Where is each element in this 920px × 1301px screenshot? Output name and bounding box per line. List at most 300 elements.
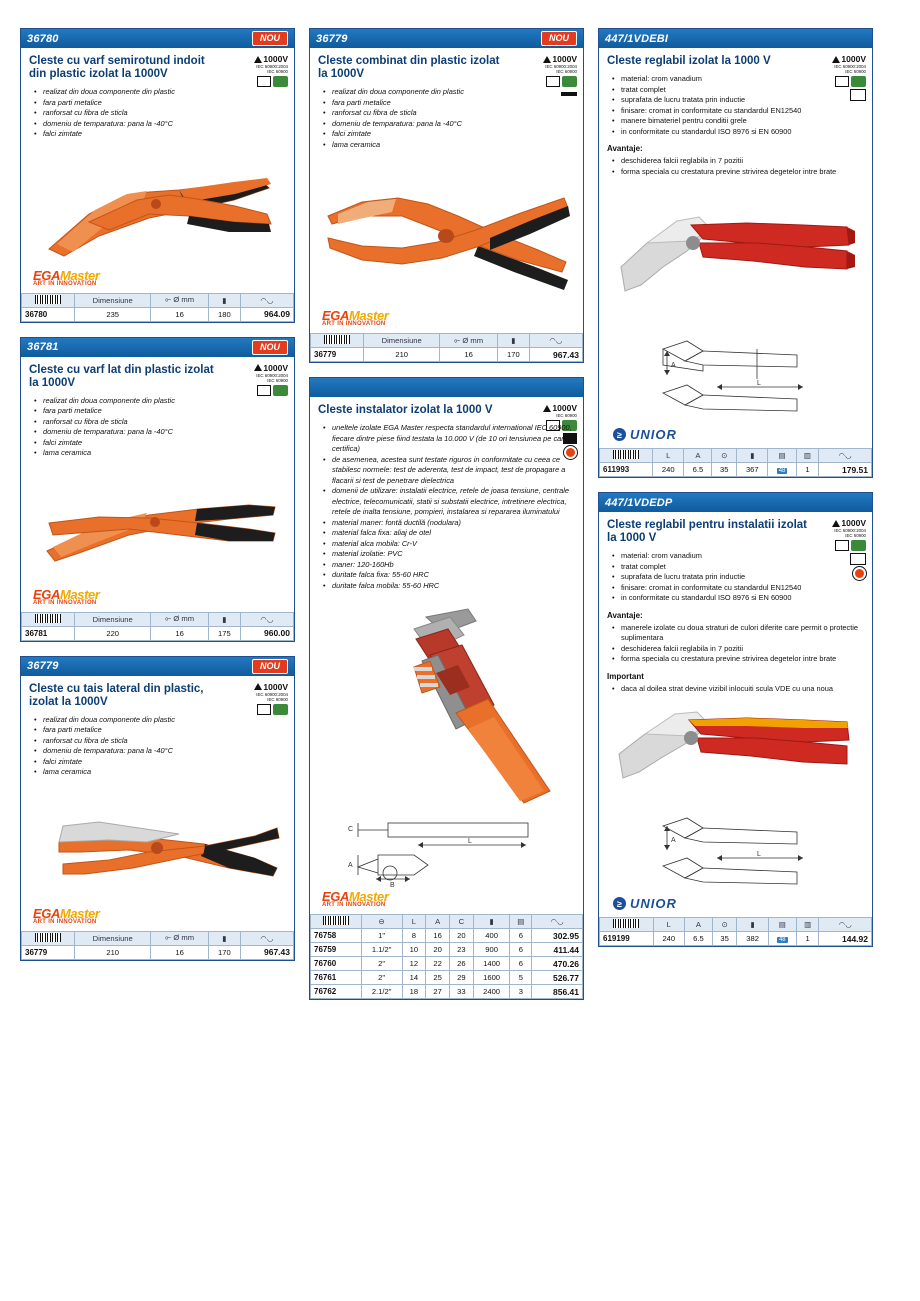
feature-list bbox=[29, 396, 286, 459]
standard-label-2: IEC 60900 bbox=[267, 69, 288, 74]
list-item: • duritate falca mobila: 55-60 HRC bbox=[327, 581, 575, 592]
technical-drawing bbox=[607, 335, 864, 423]
cell-price: 411.44 bbox=[532, 943, 583, 957]
product-photo-447-1vdedp bbox=[607, 698, 864, 808]
cell-weight: 382 bbox=[737, 932, 768, 946]
cell-pack: 6 bbox=[510, 957, 532, 971]
col-diameter: ⟜ Ø mm bbox=[151, 612, 209, 626]
cell-code: 619199 bbox=[600, 932, 654, 946]
cell-L: 18 bbox=[402, 985, 426, 999]
warning-triangle-icon bbox=[254, 56, 262, 63]
voltage-rating: 1000V bbox=[226, 363, 288, 373]
list-item: • material: crom vanadium bbox=[616, 74, 864, 85]
col-diameter: ⟜ Ø mm bbox=[151, 293, 209, 307]
voltage-rating: 1000V bbox=[515, 403, 577, 413]
list-item: • deschiderea falcii reglabila in 7 pozitii bbox=[616, 156, 864, 167]
list-item: • domeniu de temparatura: pana la -40°C bbox=[327, 119, 575, 130]
list-item: • fara parti metalice bbox=[38, 98, 286, 109]
col-price: ◠◡ bbox=[240, 293, 293, 307]
svg-text:A: A bbox=[671, 837, 676, 844]
insulation-icon bbox=[257, 76, 271, 87]
product-card-36779-combinat bbox=[309, 28, 584, 363]
list-item: • lama ceramica bbox=[38, 448, 286, 459]
page-title: Cleste instalator izolat la 1000 V bbox=[318, 404, 493, 416]
list-item: • fara parti metalice bbox=[38, 725, 286, 736]
warning-triangle-icon bbox=[254, 683, 262, 690]
cell-weight: 180 bbox=[209, 307, 241, 321]
table-row bbox=[311, 929, 583, 943]
spec-table-36781 bbox=[21, 612, 294, 641]
cell-weight: 1400 bbox=[473, 957, 510, 971]
feature-list bbox=[318, 87, 575, 150]
important-list bbox=[607, 684, 864, 695]
barcode-icon bbox=[323, 916, 349, 925]
cell-A: 22 bbox=[426, 957, 450, 971]
standard-label-1: IEC 60900:2004 bbox=[256, 691, 288, 697]
col-qty: ▥ bbox=[796, 449, 819, 463]
cell-price: 964.09 bbox=[240, 307, 293, 321]
unior-mark-icon: ≥ bbox=[613, 428, 626, 441]
brand-logo-ega bbox=[33, 268, 286, 287]
warning-triangle-icon bbox=[543, 56, 551, 63]
voltage-rating: 1000V bbox=[804, 518, 866, 528]
list-item: • manerele izolate cu doua straturi de culori diferite care permit o protectie suplimentara bbox=[616, 623, 864, 644]
list-item: • ranforsat cu fibra de sticla bbox=[38, 417, 286, 428]
product-code: 447/1VDEDP bbox=[605, 496, 673, 509]
col-price: ◠◡ bbox=[240, 612, 293, 626]
brand-name: EGAMaster bbox=[33, 905, 100, 921]
eco-icon bbox=[851, 540, 866, 551]
list-item: • tratat complet bbox=[616, 85, 864, 96]
cell-A: 6.5 bbox=[684, 932, 712, 946]
col-diameter: ⟜ Ø mm bbox=[151, 931, 209, 945]
cell-price: 967.43 bbox=[529, 348, 582, 362]
pack-chip: 48 bbox=[778, 937, 786, 943]
list-item: • finisare: cromat in conformitate cu standardul EN12540 bbox=[616, 106, 864, 117]
card-body bbox=[599, 512, 872, 917]
table-row bbox=[600, 463, 872, 477]
cell-L: 10 bbox=[402, 943, 426, 957]
card-body bbox=[21, 48, 294, 293]
col-price: ◠◡ bbox=[240, 931, 293, 945]
cell-L: 14 bbox=[402, 971, 426, 985]
table-row bbox=[311, 943, 583, 957]
standard-label-1: IEC 60900:2004 bbox=[834, 64, 866, 69]
cell-price: 179.51 bbox=[819, 463, 872, 477]
col-L: L bbox=[402, 915, 426, 929]
standard-label-1: IEC 60900:2004 bbox=[256, 64, 288, 69]
list-item: • fara parti metalice bbox=[327, 98, 575, 109]
list-item: • ranforsat cu fibra de sticla bbox=[38, 108, 286, 119]
cell-C: 29 bbox=[450, 971, 474, 985]
cell-A: 25 bbox=[426, 971, 450, 985]
column-right bbox=[598, 28, 873, 947]
card-body bbox=[21, 676, 294, 931]
col-pack: ▤ bbox=[768, 918, 796, 932]
svg-text:L: L bbox=[757, 851, 761, 858]
cell-code: 76758 bbox=[311, 929, 362, 943]
brand-name: EGAMaster bbox=[322, 889, 389, 904]
feature-list bbox=[607, 74, 864, 137]
barcode-icon bbox=[35, 295, 61, 304]
product-photo-36781 bbox=[29, 463, 286, 583]
svg-text:A: A bbox=[348, 862, 353, 869]
product-code: 36779 bbox=[27, 660, 59, 672]
list-item: • material falca fixa: aliaj de otel bbox=[327, 528, 575, 539]
brand-logo-ega bbox=[33, 906, 286, 925]
table-row bbox=[22, 945, 294, 959]
col-barcode bbox=[22, 612, 75, 626]
list-item: • daca al doilea strat devine vizibil inlocuiti scula VDE cu una noua bbox=[616, 684, 864, 695]
new-badge: NOU bbox=[252, 659, 288, 674]
cell-weight: 367 bbox=[737, 463, 768, 477]
col-barcode bbox=[600, 449, 653, 463]
cell-size: 2.1/2" bbox=[361, 985, 402, 999]
list-item: • domenii de utilizare: instalatii electrice, retele de joasa tensiune, centrale electrice, telecomunicatii, statii si substatii electrice, intretinere electrica, retele de inalta tensiune, pompieri, instalarea si repararea iluminatului bbox=[327, 486, 575, 518]
spec-table-pipe-wrench bbox=[310, 914, 583, 999]
list-item: • in conformitate cu standardul ISO 8976 si EN 60900 bbox=[616, 593, 864, 604]
warning-triangle-icon bbox=[832, 520, 840, 527]
standard-label-1: IEC 60900:2004 bbox=[256, 372, 288, 378]
cell-size: 2" bbox=[361, 957, 402, 971]
icon-row bbox=[226, 76, 288, 87]
list-item: • falci zimtate bbox=[38, 129, 286, 140]
cell-weight: 900 bbox=[473, 943, 510, 957]
brand-tagline: ART IN INNOVATION bbox=[322, 902, 386, 908]
icon-row bbox=[515, 76, 577, 87]
col-L: L bbox=[653, 918, 684, 932]
col-dimensiune: Dimensiune bbox=[75, 293, 151, 307]
product-photo-pipe-wrench bbox=[318, 595, 575, 805]
cell-price: 144.92 bbox=[819, 932, 872, 946]
spec-table-36779-combinat bbox=[310, 333, 583, 362]
icon-row bbox=[226, 704, 288, 715]
cell-A: 16 bbox=[426, 929, 450, 943]
important-title: Important bbox=[607, 671, 644, 681]
cell-weight: 2400 bbox=[473, 985, 510, 999]
certification-icons bbox=[226, 54, 288, 87]
brand-tagline: ART IN INNOVATION bbox=[322, 321, 386, 327]
table-row bbox=[22, 307, 294, 321]
feature-list bbox=[29, 87, 286, 140]
col-price: ◠◡ bbox=[819, 918, 872, 932]
col-barcode bbox=[22, 293, 75, 307]
col-C: C bbox=[450, 915, 474, 929]
new-badge: NOU bbox=[252, 340, 288, 355]
cell-size: 1.1/2" bbox=[361, 943, 402, 957]
brand-logo-ega bbox=[322, 889, 575, 908]
col-barcode bbox=[311, 334, 364, 348]
col-weight: ▮ bbox=[737, 918, 768, 932]
brand-name: EGAMaster bbox=[33, 586, 100, 602]
svg-text:L: L bbox=[757, 380, 761, 387]
list-item: • lama ceramica bbox=[327, 140, 575, 151]
new-badge: NOU bbox=[252, 31, 288, 46]
cell-size: 1" bbox=[361, 929, 402, 943]
col-pack: ▤ bbox=[768, 449, 796, 463]
col-weight: ▮ bbox=[737, 449, 768, 463]
cell-weight: 400 bbox=[473, 929, 510, 943]
cell-code: 36779 bbox=[22, 945, 75, 959]
brand-name: UNIOR bbox=[630, 427, 677, 442]
list-item: • uneltele izolate EGA Master respecta standardul international IEC 60900, fiecare dintre piese fiind testata la 10.000 V (de 10 ori tensiunea pe care o certifica) bbox=[327, 423, 575, 455]
eco-icon bbox=[273, 704, 288, 715]
col-price: ◠◡ bbox=[532, 915, 583, 929]
standard-label-1: IEC 60900:2004 bbox=[834, 528, 866, 533]
column-left bbox=[20, 28, 295, 961]
table-row bbox=[22, 626, 294, 640]
cell-A: 20 bbox=[426, 943, 450, 957]
cell-opening: 35 bbox=[712, 463, 737, 477]
product-photo-36779-left bbox=[29, 782, 286, 902]
cell-weight: 170 bbox=[498, 348, 530, 362]
col-opening: ⊙ bbox=[712, 918, 737, 932]
list-item: • falci zimtate bbox=[38, 757, 286, 768]
card-header bbox=[599, 493, 872, 512]
col-weight: ▮ bbox=[498, 334, 530, 348]
insulation-icon bbox=[546, 76, 560, 87]
col-barcode bbox=[311, 915, 362, 929]
product-card-36781 bbox=[20, 337, 295, 642]
insulation-icon bbox=[835, 540, 849, 551]
list-item: • ranforsat cu fibra de sticla bbox=[38, 736, 286, 747]
eco-icon bbox=[273, 385, 288, 396]
advantages-list bbox=[607, 156, 864, 177]
card-body bbox=[599, 48, 872, 448]
technical-drawing bbox=[607, 812, 864, 892]
table-row bbox=[311, 957, 583, 971]
eco-icon bbox=[273, 76, 288, 87]
col-weight: ▮ bbox=[209, 612, 241, 626]
col-A: A bbox=[684, 449, 712, 463]
brand-name: EGAMaster bbox=[33, 267, 100, 283]
barcode-icon bbox=[613, 919, 639, 928]
icon-row bbox=[804, 540, 866, 551]
col-barcode bbox=[600, 918, 654, 932]
cell-dim: 210 bbox=[364, 348, 440, 362]
card-header bbox=[310, 378, 583, 397]
col-A: A bbox=[684, 918, 712, 932]
barcode-icon bbox=[613, 450, 639, 459]
brand-name: EGAMaster bbox=[322, 308, 389, 323]
col-pack: ▤ bbox=[510, 915, 532, 929]
voltage-rating: 1000V bbox=[226, 682, 288, 692]
col-price: ◠◡ bbox=[529, 334, 582, 348]
feature-list bbox=[29, 715, 286, 778]
table-row bbox=[311, 971, 583, 985]
list-item: • forma speciala cu crestatura previne strivirea degetelor intre brate bbox=[616, 167, 864, 178]
new-badge: NOU bbox=[541, 31, 577, 46]
col-qty: ▥ bbox=[796, 918, 819, 932]
list-item: • realizat din doua componente din plastic bbox=[327, 87, 575, 98]
certification-icons bbox=[226, 682, 288, 715]
card-body bbox=[21, 357, 294, 612]
page-title: Cleste cu varf lat din plastic izolat la 1000V bbox=[29, 363, 214, 389]
col-diameter: ⟜ Ø mm bbox=[440, 334, 498, 348]
standard-label-2: IEC 60900 bbox=[845, 533, 866, 538]
standard-label-2: IEC 60900 bbox=[845, 69, 866, 74]
cell-price: 302.95 bbox=[532, 929, 583, 943]
cell-dia: 16 bbox=[440, 348, 498, 362]
product-card-447-1vdedp bbox=[598, 492, 873, 947]
table-row bbox=[311, 985, 583, 999]
cell-C: 33 bbox=[450, 985, 474, 999]
col-A: A bbox=[426, 915, 450, 929]
cell-size: 2" bbox=[361, 971, 402, 985]
warning-triangle-icon bbox=[832, 56, 840, 63]
product-card-cleste-instalator bbox=[309, 377, 584, 1000]
list-item: • falci zimtate bbox=[38, 438, 286, 449]
page-title: Cleste combinat din plastic izolat la 1000V bbox=[318, 55, 500, 80]
card-body bbox=[310, 397, 583, 914]
col-weight: ▮ bbox=[473, 915, 510, 929]
col-L: L bbox=[653, 449, 684, 463]
voltage-rating: 1000V bbox=[226, 54, 288, 64]
col-weight: ▮ bbox=[209, 293, 241, 307]
list-item: • material maner: fontă ductilă (nodulara) bbox=[327, 518, 575, 529]
col-weight: ▮ bbox=[209, 931, 241, 945]
cell-pack: 5 bbox=[510, 971, 532, 985]
cell-L: 240 bbox=[653, 932, 684, 946]
list-item: • material izolatie: PVC bbox=[327, 549, 575, 560]
eco-icon bbox=[562, 76, 577, 87]
cell-dim: 220 bbox=[75, 626, 151, 640]
page-title: Cleste cu tais lateral din plastic, izolat la 1000V bbox=[29, 682, 204, 708]
cell-code: 36780 bbox=[22, 307, 75, 321]
cell-price: 960.00 bbox=[240, 626, 293, 640]
column-middle bbox=[309, 28, 584, 1000]
advantages-list bbox=[607, 623, 864, 665]
product-code: 447/1VDEBI bbox=[605, 32, 669, 45]
product-photo-36779-combinat bbox=[318, 154, 575, 304]
list-item: • deschiderea falcii reglabila in 7 pozitii bbox=[616, 644, 864, 655]
svg-text:A: A bbox=[671, 362, 676, 369]
technical-drawing bbox=[318, 809, 575, 889]
list-item: • material: crom vanadium bbox=[616, 551, 864, 562]
list-item: • suprafata de lucru tratata prin inductie bbox=[616, 572, 864, 583]
card-header bbox=[310, 29, 583, 48]
cell-opening: 35 bbox=[712, 932, 737, 946]
voltage-rating: 1000V bbox=[515, 54, 577, 64]
cell-price: 470.26 bbox=[532, 957, 583, 971]
cell-dim: 235 bbox=[75, 307, 151, 321]
product-code: 36780 bbox=[27, 32, 59, 45]
col-size: ⊖ bbox=[361, 915, 402, 929]
cell-pack bbox=[768, 932, 796, 946]
cell-pack: 6 bbox=[510, 943, 532, 957]
cell-dim: 210 bbox=[75, 945, 151, 959]
list-item: • fara parti metalice bbox=[38, 406, 286, 417]
cell-pack: 3 bbox=[510, 985, 532, 999]
card-header bbox=[599, 29, 872, 48]
list-item: • domeniu de temparatura: pana la -40°C bbox=[38, 427, 286, 438]
list-item: • material alca mobila: Cr-V bbox=[327, 539, 575, 550]
list-item: • domeniu de temparatura: pana la -40°C bbox=[38, 119, 286, 130]
product-code: 36781 bbox=[27, 341, 59, 353]
brand-logo-ega bbox=[33, 587, 286, 606]
advantages-title: Avantaje: bbox=[607, 144, 643, 153]
cell-weight: 170 bbox=[209, 945, 241, 959]
list-item: • in conformitate cu standardul ISO 8976 si EN 60900 bbox=[616, 127, 864, 138]
list-item: • maner: 120-160Hb bbox=[327, 560, 575, 571]
cell-L: 12 bbox=[402, 957, 426, 971]
col-opening: ⊙ bbox=[712, 449, 737, 463]
list-item: • ranforsat cu fibra de sticla bbox=[327, 108, 575, 119]
cell-price: 526.77 bbox=[532, 971, 583, 985]
cell-pack: 6 bbox=[510, 929, 532, 943]
barcode-icon bbox=[35, 933, 61, 942]
list-item: • forma speciala cu crestatura previne strivirea degetelor intre brate bbox=[616, 654, 864, 665]
standard-label-2: IEC 60900 bbox=[267, 377, 288, 383]
brand-tagline: ART IN INNOVATION bbox=[33, 280, 97, 287]
cell-code: 76761 bbox=[311, 971, 362, 985]
standard-label-1: IEC 60900 bbox=[556, 413, 577, 418]
cell-code: 76760 bbox=[311, 957, 362, 971]
standard-label-2: IEC 60900 bbox=[556, 69, 577, 74]
product-card-36779-left bbox=[20, 656, 295, 961]
cell-qty: 1 bbox=[796, 463, 819, 477]
card-body bbox=[310, 48, 583, 333]
cell-price: 967.43 bbox=[240, 945, 293, 959]
insulation-icon bbox=[257, 704, 271, 715]
list-item: • de asemenea, acestea sunt testate riguros in conformitate cu ceea ce stabilesc normele: test de aderenta, test de impact, test de propagare a flacarii si test de penetrare dielectrica bbox=[327, 455, 575, 487]
cell-code: 36779 bbox=[311, 348, 364, 362]
cell-dia: 16 bbox=[151, 945, 209, 959]
barcode-icon bbox=[324, 335, 350, 344]
card-header bbox=[21, 338, 294, 357]
page-title: Cleste reglabil pentru instalatii izolat la 1000 V bbox=[607, 519, 808, 544]
list-item: • suprafata de lucru tratata prin inductie bbox=[616, 95, 864, 106]
list-item: • realizat din doua componente din plastic bbox=[38, 715, 286, 726]
cell-C: 20 bbox=[450, 929, 474, 943]
page-title: Cleste reglabil izolat la 1000 V bbox=[607, 55, 771, 67]
cell-A: 27 bbox=[426, 985, 450, 999]
col-dimensiune: Dimensiune bbox=[75, 931, 151, 945]
cell-code: 76759 bbox=[311, 943, 362, 957]
warning-triangle-icon bbox=[254, 364, 262, 371]
product-card-447-1vdebi bbox=[598, 28, 873, 478]
list-item: • tratat complet bbox=[616, 562, 864, 573]
list-item: • lama ceramica bbox=[38, 767, 286, 778]
spec-table-36779-left bbox=[21, 931, 294, 960]
product-photo-36780 bbox=[29, 144, 286, 264]
col-price: ◠◡ bbox=[819, 449, 872, 463]
barcode-icon bbox=[35, 614, 61, 623]
brand-tagline: ART IN INNOVATION bbox=[33, 599, 97, 606]
feature-list bbox=[607, 551, 864, 604]
icon-row bbox=[226, 385, 288, 396]
warning-triangle-icon bbox=[543, 405, 551, 412]
page-title: Cleste cu varf semirotund indoit din plastic izolat la 1000V bbox=[29, 55, 205, 80]
svg-text:L: L bbox=[468, 838, 472, 845]
cell-price: 856.41 bbox=[532, 985, 583, 999]
cell-code: 611993 bbox=[600, 463, 653, 477]
product-code: 36779 bbox=[316, 32, 348, 45]
card-header bbox=[21, 29, 294, 48]
svg-text:B: B bbox=[390, 882, 395, 889]
table-row bbox=[311, 348, 583, 362]
list-item: • falci zimtate bbox=[327, 129, 575, 140]
advantages-title: Avantaje: bbox=[607, 610, 643, 620]
brand-name: UNIOR bbox=[630, 896, 677, 911]
list-item: • manere bimateriel pentru conditii grele bbox=[616, 116, 864, 127]
list-item: • realizat din doua componente din plastic bbox=[38, 396, 286, 407]
spec-table-447-1vdebi bbox=[599, 448, 872, 477]
cell-weight: 1600 bbox=[473, 971, 510, 985]
card-header bbox=[21, 657, 294, 676]
cell-L: 240 bbox=[653, 463, 684, 477]
cell-code: 76762 bbox=[311, 985, 362, 999]
